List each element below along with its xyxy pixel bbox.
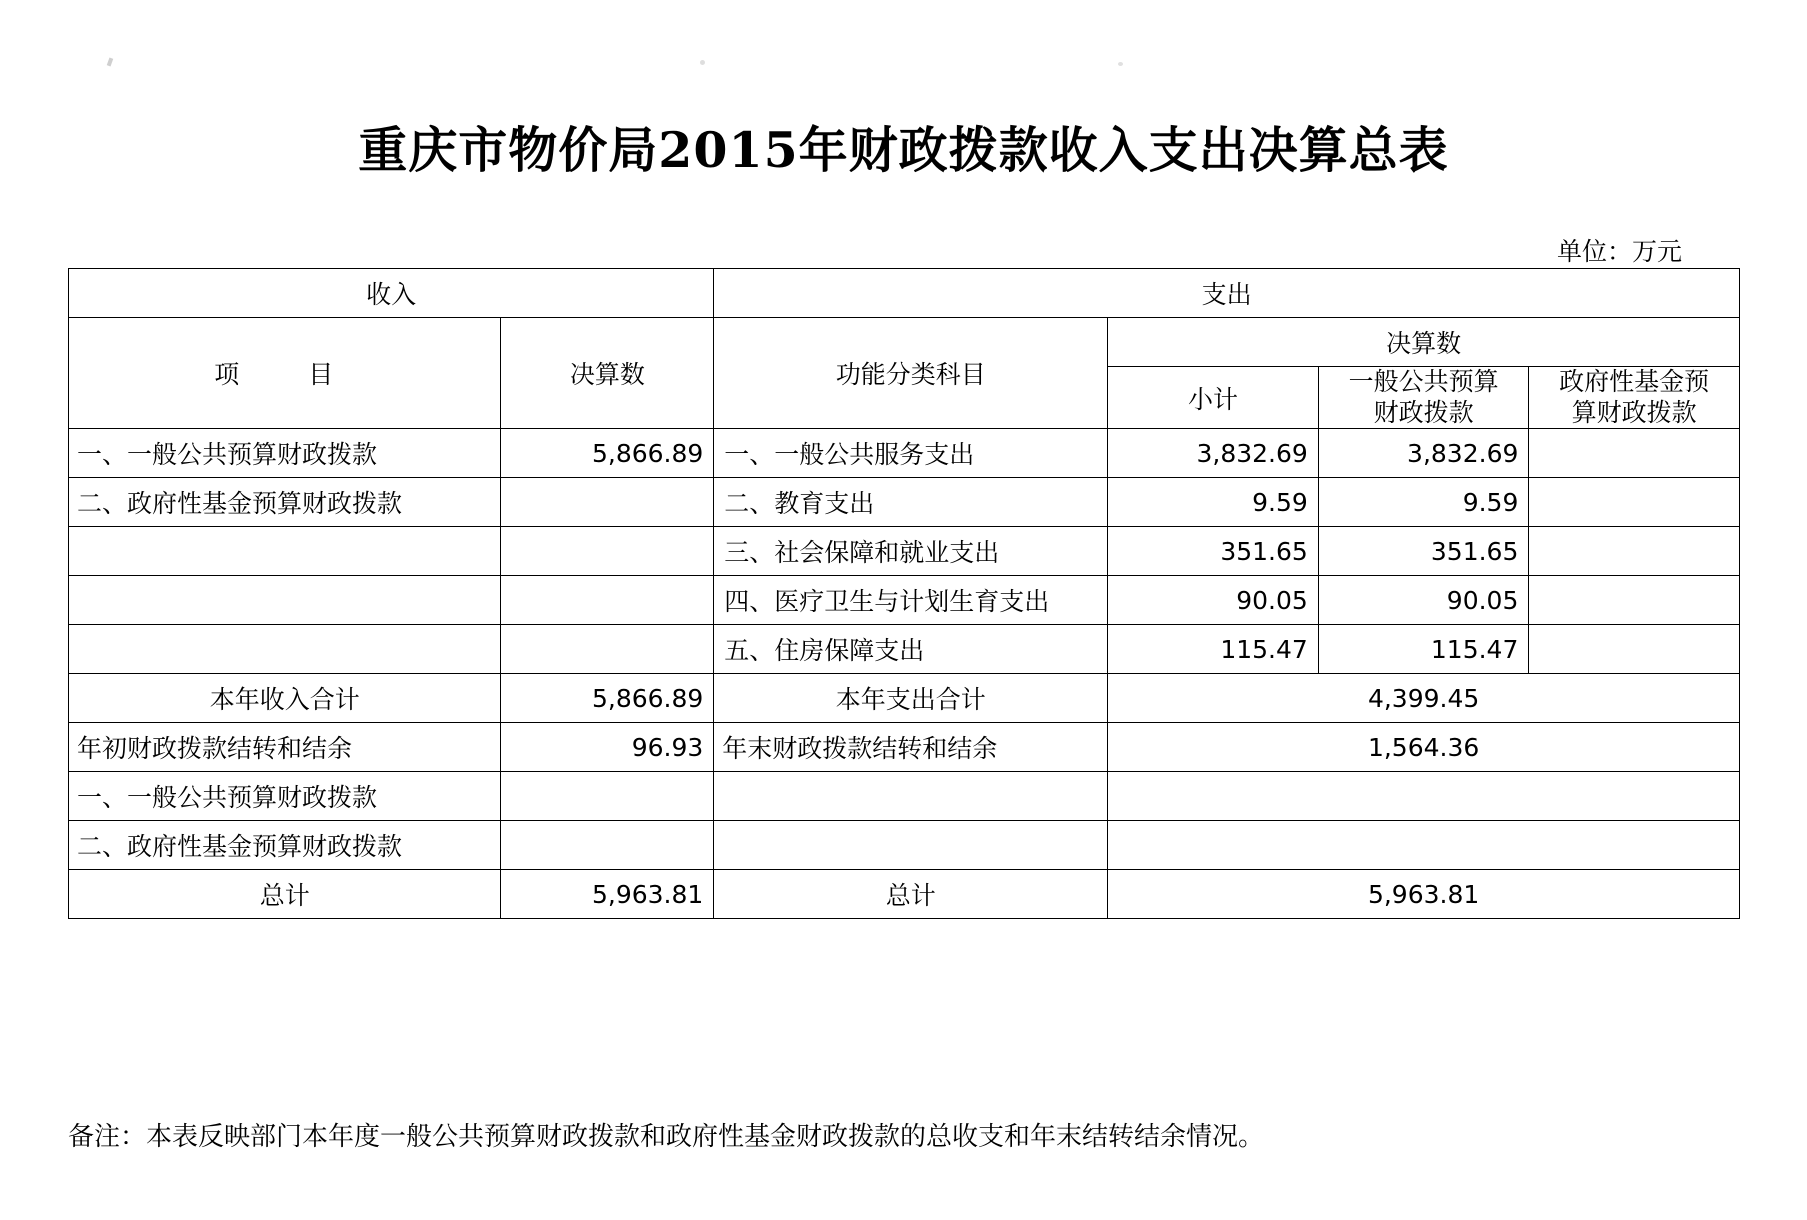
income-item-label <box>69 527 501 576</box>
income-item-value <box>501 576 714 625</box>
header-income-final: 决算数 <box>501 318 714 429</box>
carryover-sub2-value <box>501 821 714 870</box>
expense-subtotal-value: 3,832.69 <box>1108 429 1319 478</box>
table-row-carryover-begin <box>69 723 1740 772</box>
grand-total-value-right: 5,963.81 <box>1108 870 1740 919</box>
income-total-value: 5,866.89 <box>501 674 714 723</box>
table-row-grand-total <box>69 870 1740 919</box>
expense-general-value: 351.65 <box>1318 527 1529 576</box>
income-item-value <box>501 527 714 576</box>
income-item-label: 二、政府性基金预算财政拨款 <box>69 478 501 527</box>
expense-item-label: 二、教育支出 <box>714 478 1108 527</box>
expense-fund-value <box>1529 429 1740 478</box>
expense-general-value: 90.05 <box>1318 576 1529 625</box>
income-item-value <box>501 625 714 674</box>
header-expense-final: 决算数 <box>1108 318 1740 367</box>
expense-item-label: 五、住房保障支出 <box>714 625 1108 674</box>
carryover-end-label: 年末财政拨款结转和结余 <box>714 723 1108 772</box>
income-item-label <box>69 576 501 625</box>
carryover-sub1-right-value <box>1108 772 1740 821</box>
unit-label: 单位：万元 <box>1556 237 1682 266</box>
budget-table <box>68 268 1740 919</box>
expense-general-value: 3,832.69 <box>1318 429 1529 478</box>
header-expense-category: 功能分类科目 <box>714 318 1108 429</box>
scan-speck-icon <box>700 60 705 65</box>
expense-subtotal-value: 351.65 <box>1108 527 1319 576</box>
table-row <box>69 576 1740 625</box>
expense-fund-value <box>1529 478 1740 527</box>
expense-item-label: 三、社会保障和就业支出 <box>714 527 1108 576</box>
carryover-sub2-label: 二、政府性基金预算财政拨款 <box>69 821 501 870</box>
carryover-begin-label: 年初财政拨款结转和结余 <box>69 723 501 772</box>
expense-subtotal-value: 90.05 <box>1108 576 1319 625</box>
table-row <box>69 625 1740 674</box>
scan-speck-icon <box>1118 62 1123 66</box>
table-row <box>69 527 1740 576</box>
expense-subtotal-value: 9.59 <box>1108 478 1319 527</box>
grand-total-label-right: 总计 <box>714 870 1108 919</box>
grand-total-label-left: 总计 <box>69 870 501 919</box>
carryover-sub2-right-label <box>714 821 1108 870</box>
table-note: 备注：本表反映部门本年度一般公共预算财政拨款和政府性基金财政拨款的总收支和年末结转结余情况。 <box>68 1122 1265 1152</box>
carryover-sub1-right-label <box>714 772 1108 821</box>
table-row-carryover-sub2 <box>69 821 1740 870</box>
expense-total-label: 本年支出合计 <box>714 674 1108 723</box>
header-subtotal: 小计 <box>1108 367 1319 429</box>
income-item-value: 5,866.89 <box>501 429 714 478</box>
expense-item-label: 一、一般公共服务支出 <box>714 429 1108 478</box>
income-item-label <box>69 625 501 674</box>
header-gov-fund-budget: 政府性基金预 算财政拨款 <box>1529 367 1740 429</box>
expense-item-label: 四、医疗卫生与计划生育支出 <box>714 576 1108 625</box>
table-header-row-group <box>69 269 1740 318</box>
expense-subtotal-value: 115.47 <box>1108 625 1319 674</box>
table-row-carryover-sub1 <box>69 772 1740 821</box>
expense-general-value: 9.59 <box>1318 478 1529 527</box>
page-title: 重庆市物价局2015年财政拨款收入支出决算总表 <box>358 121 1449 179</box>
carryover-sub1-value <box>501 772 714 821</box>
table-row <box>69 429 1740 478</box>
carryover-end-value: 1,564.36 <box>1108 723 1740 772</box>
table-row <box>69 478 1740 527</box>
header-income-item: 项 目 <box>69 318 501 429</box>
table-header-row-1 <box>69 318 1740 367</box>
header-expense-group: 支出 <box>714 269 1740 318</box>
income-total-label: 本年收入合计 <box>69 674 501 723</box>
table-row-income-total <box>69 674 1740 723</box>
income-item-value <box>501 478 714 527</box>
scan-speck-icon <box>107 58 113 67</box>
expense-fund-value <box>1529 625 1740 674</box>
expense-fund-value <box>1529 527 1740 576</box>
carryover-begin-value: 96.93 <box>501 723 714 772</box>
carryover-sub1-label: 一、一般公共预算财政拨款 <box>69 772 501 821</box>
expense-fund-value <box>1529 576 1740 625</box>
header-general-public-budget: 一般公共预算 财政拨款 <box>1318 367 1529 429</box>
carryover-sub2-right-value <box>1108 821 1740 870</box>
header-income-group: 收入 <box>69 269 714 318</box>
expense-total-value: 4,399.45 <box>1108 674 1740 723</box>
income-item-label: 一、一般公共预算财政拨款 <box>69 429 501 478</box>
expense-general-value: 115.47 <box>1318 625 1529 674</box>
grand-total-value-left: 5,963.81 <box>501 870 714 919</box>
